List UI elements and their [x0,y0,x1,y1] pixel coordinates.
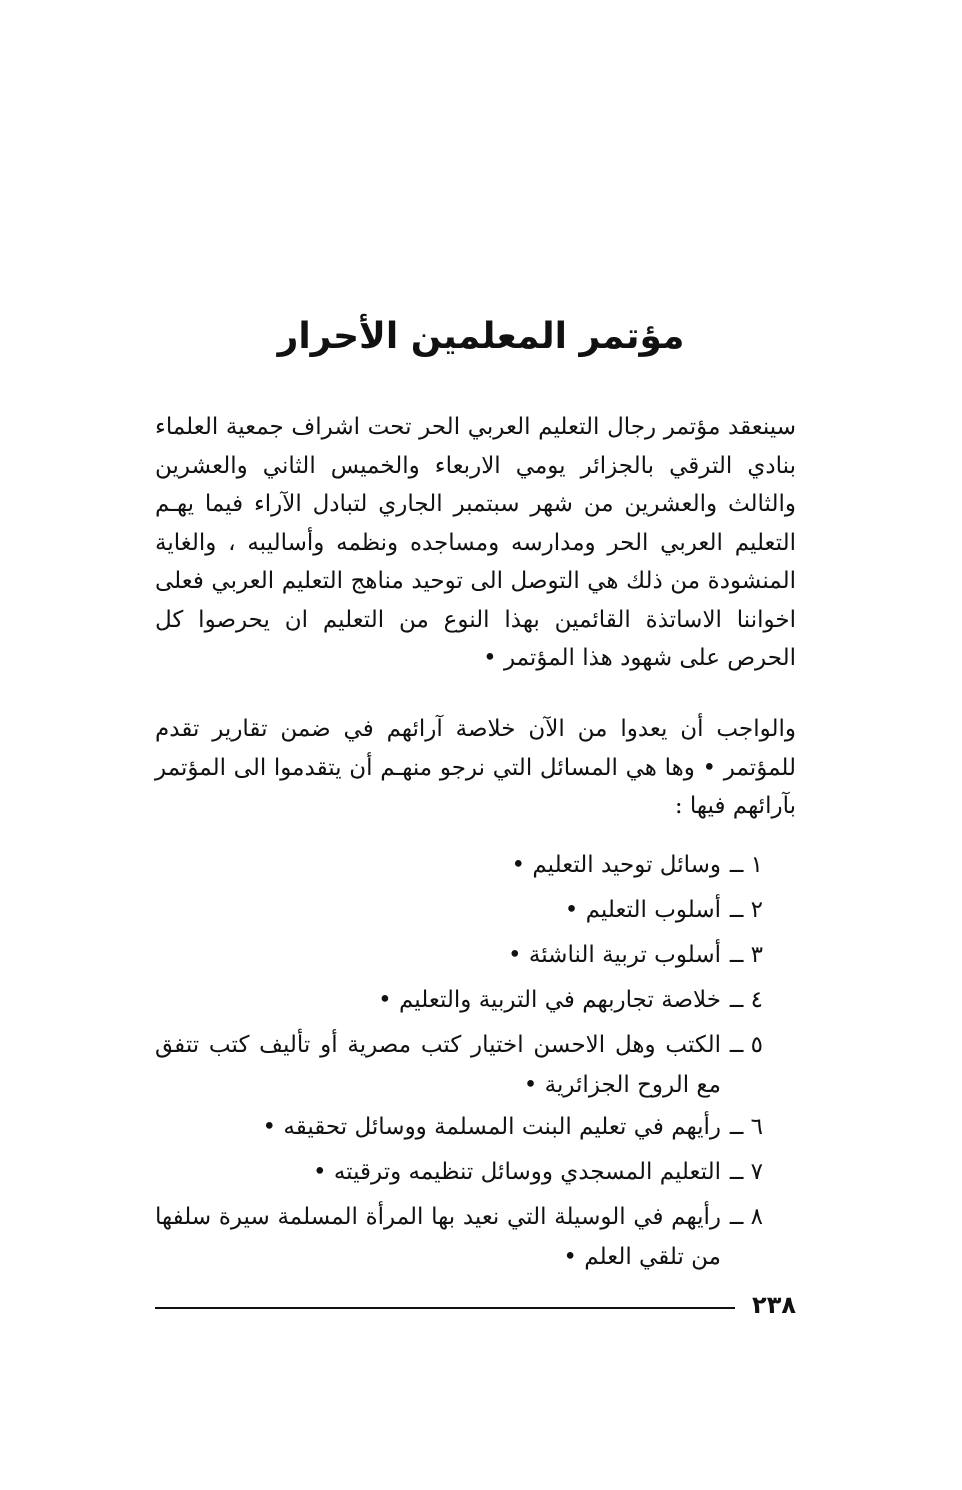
questions-list [155,843,796,1277]
list-item-text: رأيهم في تعليم البنت المسلمة ووسائل تحقيقه • [262,1114,721,1140]
list-item-text: وسائل توحيد التعليم • [511,852,721,878]
list-item-text: رأيهم في الوسيلة التي نعيد بها المرأة المسلمة سيرة سلفها من تلقي العلم • [155,1204,721,1270]
page-number: ٢٣٨ [752,1291,796,1319]
list-item-number: ٦ ــ [729,1114,763,1140]
list-item-text: التعليم المسجدي ووسائل تنظيمه وترقيته • [312,1159,721,1185]
list-item [155,933,796,978]
page-footer [155,1285,796,1325]
article-title: مؤتمر المعلمين الأحرار [277,316,685,357]
list-item [155,1150,796,1195]
list-item-number: ٤ ــ [729,987,763,1013]
list-item-text: الكتب وهل الاحسن اختيار كتب مصرية أو تأليف كتب تتفق مع الروح الجزائرية • [155,1032,721,1098]
footer-divider [155,1307,735,1309]
list-item-number: ٨ ــ [729,1204,763,1230]
list-item-text: أسلوب تربية الناشئة • [508,942,721,968]
list-item-number: ٧ ــ [729,1159,763,1185]
list-item-number: ٢ ــ [729,897,763,923]
list-item-number: ٣ ــ [729,942,763,968]
intro-paragraph: سينعقد مؤتمر رجال التعليم العربي الحر تحت اشراف جمعية العلماء بنادي الترقي بالجزائر يومي الاربعاء والخميس الثاني والعشرين والثالث والعشرين من شهر سبتمبر الجاري لتبادل الآراء فيما يهـم التعليم العربي الحر ومدارسه ومساجده ونظمه وأساليبه ، والغاية المنشودة من ذلك هي التوصل الى توحيد مناهج التعليم العربي فعلى اخواننا الاساتذة القائمين بهذا النوع من التعليم ان يحرصوا كل الحرص على شهود هذا المؤتمر • [155,414,796,671]
list-item [155,843,796,888]
list-item [155,978,796,1023]
questions-intro-paragraph: والواجب أن يعدوا من الآن خلاصة آرائهم في ضمن تقارير تقدم للمؤتمر • وها هي المسائل التي نرجو منهـم أن يتقدموا الى المؤتمر بآرائهم فيها : [155,716,796,819]
list-item [155,1023,796,1105]
list-item [155,888,796,933]
list-item [155,1195,796,1277]
list-item [155,1105,796,1150]
list-item-text: أسلوب التعليم • [564,897,721,923]
list-item-number: ٥ ــ [729,1032,763,1058]
list-item-number: ١ ــ [729,852,763,878]
list-item-text: خلاصة تجاربهم في التربية والتعليم • [378,987,721,1013]
